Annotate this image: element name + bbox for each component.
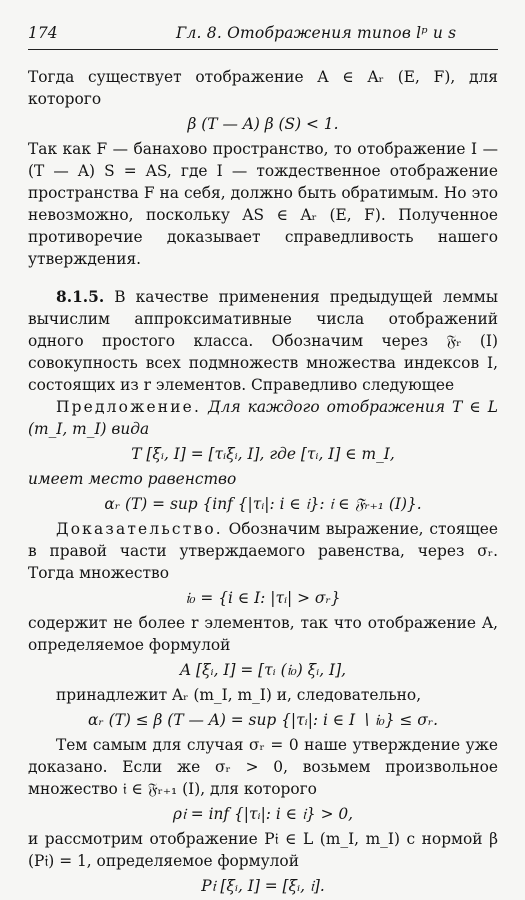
- page-number: 174: [28, 24, 58, 42]
- paragraph-5: содержит не более r элементов, так что отображение A, определяемое формулой: [28, 614, 498, 654]
- page-body: [28, 66, 498, 900]
- proposition: [28, 396, 498, 440]
- running-header: [28, 24, 498, 50]
- paragraph-2: Так как F — банахово пространство, то отображение I — (T — A) S = AS, где I — тождественное отображение пространства F на себя, должно быть обратимым. Но это невозможно, поскольку AS ∈ Aᵣ (E, F). Полученное противоречие доказывает справедливость нашего утверждения.: [28, 140, 498, 268]
- formula-6: αᵣ (T) ≤ β (T — A) = sup {|τᵢ|: i ∈ I ∖ 𝔦₀} ≤ σᵣ.: [87, 711, 439, 729]
- formula-5: A [ξᵢ, I] = [τᵢ (𝔦₀) ξᵢ, I],: [180, 661, 346, 679]
- formula-4: 𝔦₀ = {i ∈ I: |τᵢ| > σᵣ}: [185, 589, 341, 607]
- proof: [28, 518, 498, 584]
- formula-3: αᵣ (T) = sup {inf {|τᵢ|: i ∈ 𝔦}: 𝔦 ∈ 𝔉ᵣ₊₁ (I)}.: [104, 495, 422, 513]
- paragraph-6: принадлежит Aᵣ (m_I, m_I) и, следовательно,: [56, 686, 422, 704]
- proposition-label: Предложение.: [56, 398, 202, 416]
- section-number: 8.1.5.: [56, 288, 105, 306]
- header-rule: [28, 49, 498, 50]
- paragraph-equality: имеет место равенство: [28, 470, 237, 488]
- proof-text: Обозначим выражение, стоящее в правой части утверждаемого равенства, через σᵣ. Тогда множество: [28, 520, 498, 582]
- paragraph-1: Тогда существует отображение A ∈ Aᵣ (E, F), для которого: [28, 68, 498, 108]
- proposition-text: Для каждого отображения T ∈ L (m_I, m_I) вида: [28, 398, 498, 438]
- proof-label: Доказательство.: [56, 520, 223, 538]
- section-gap: [28, 270, 498, 286]
- chapter-title: Гл. 8. Отображения типов lᵖ и s: [176, 24, 457, 42]
- section-text: В качестве применения предыдущей леммы вычислим аппроксимативные числа отображений одного простого класса. Обозначим через 𝔉ᵣ (I) совокупность всех подмножеств множества индексов I, состоящих из r элементов. Справедливо следующее: [28, 288, 498, 394]
- formula-2: T [ξᵢ, I] = [τᵢξᵢ, I], где [τᵢ, I] ∈ m_I,: [131, 445, 395, 463]
- formula-8: P𝔦 [ξᵢ, I] = [ξᵢ, 𝔦].: [201, 877, 325, 895]
- formula-1: β (T — A) β (S) < 1.: [187, 115, 339, 133]
- formula-7: ρ𝔦 = inf {|τᵢ|: i ∈ 𝔦} > 0,: [172, 805, 354, 823]
- paragraph-8: и рассмотрим отображение P𝔦 ∈ L (m_I, m_I) с нормой β (P𝔦) = 1, определяемое формулой: [28, 830, 498, 870]
- section-8-1-5: [28, 286, 498, 396]
- paragraph-7: Тем самым для случая σᵣ = 0 наше утверждение уже доказано. Если же σᵣ > 0, возьмем произвольное множество 𝔦 ∈ 𝔉ᵣ₊₁ (I), для которого: [28, 736, 498, 798]
